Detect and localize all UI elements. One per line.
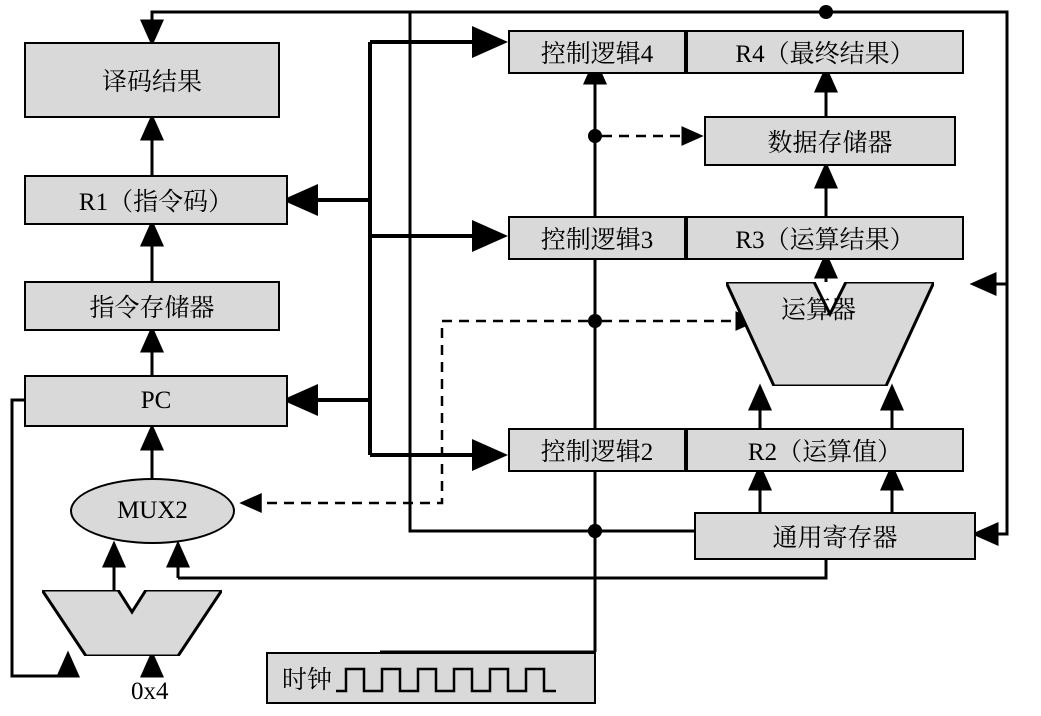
block-decode-result-label: 译码结果	[101, 69, 202, 96]
block-r3	[688, 218, 962, 258]
block-control-logic-3-label: 控制逻辑3	[540, 227, 654, 254]
block-instruction-memory-label: 指令存储器	[89, 295, 215, 322]
block-clock	[266, 652, 596, 704]
block-mux2	[70, 478, 235, 544]
block-r4-label: R4（最终结果）	[735, 41, 915, 68]
block-instruction-memory	[24, 281, 280, 331]
shape-adder-trapezoid	[42, 590, 222, 656]
block-mux2-label: MUX2	[117, 497, 188, 524]
block-decode-result	[24, 42, 280, 118]
block-control-logic-4-label: 控制逻辑4	[540, 41, 654, 68]
block-stage2	[508, 428, 964, 472]
block-r2-label: R2（运算值）	[747, 439, 903, 466]
block-clock-label: 时钟	[282, 667, 333, 694]
block-alu-label: 运算器	[781, 297, 857, 324]
block-r1	[24, 175, 288, 225]
block-r2	[688, 430, 962, 470]
block-general-registers-label: 通用寄存器	[772, 525, 898, 552]
block-pc-label: PC	[140, 387, 172, 414]
block-data-memory	[704, 116, 956, 166]
block-r4	[688, 32, 962, 72]
block-general-registers	[694, 512, 976, 560]
block-r3-label: R3（运算结果）	[735, 227, 915, 254]
block-stage4	[508, 30, 964, 74]
block-control-logic-2-label: 控制逻辑2	[540, 439, 654, 466]
block-stage3	[508, 216, 964, 260]
block-control-logic-2	[510, 430, 688, 470]
block-control-logic-4	[510, 32, 688, 72]
label-const-0x4: 0x4	[131, 678, 169, 705]
clock-waveform-icon	[336, 661, 556, 695]
block-r1-label: R1（指令码）	[78, 189, 234, 216]
block-pc	[24, 375, 288, 427]
block-data-memory-label: 数据存储器	[767, 130, 893, 157]
block-control-logic-3	[510, 218, 688, 258]
